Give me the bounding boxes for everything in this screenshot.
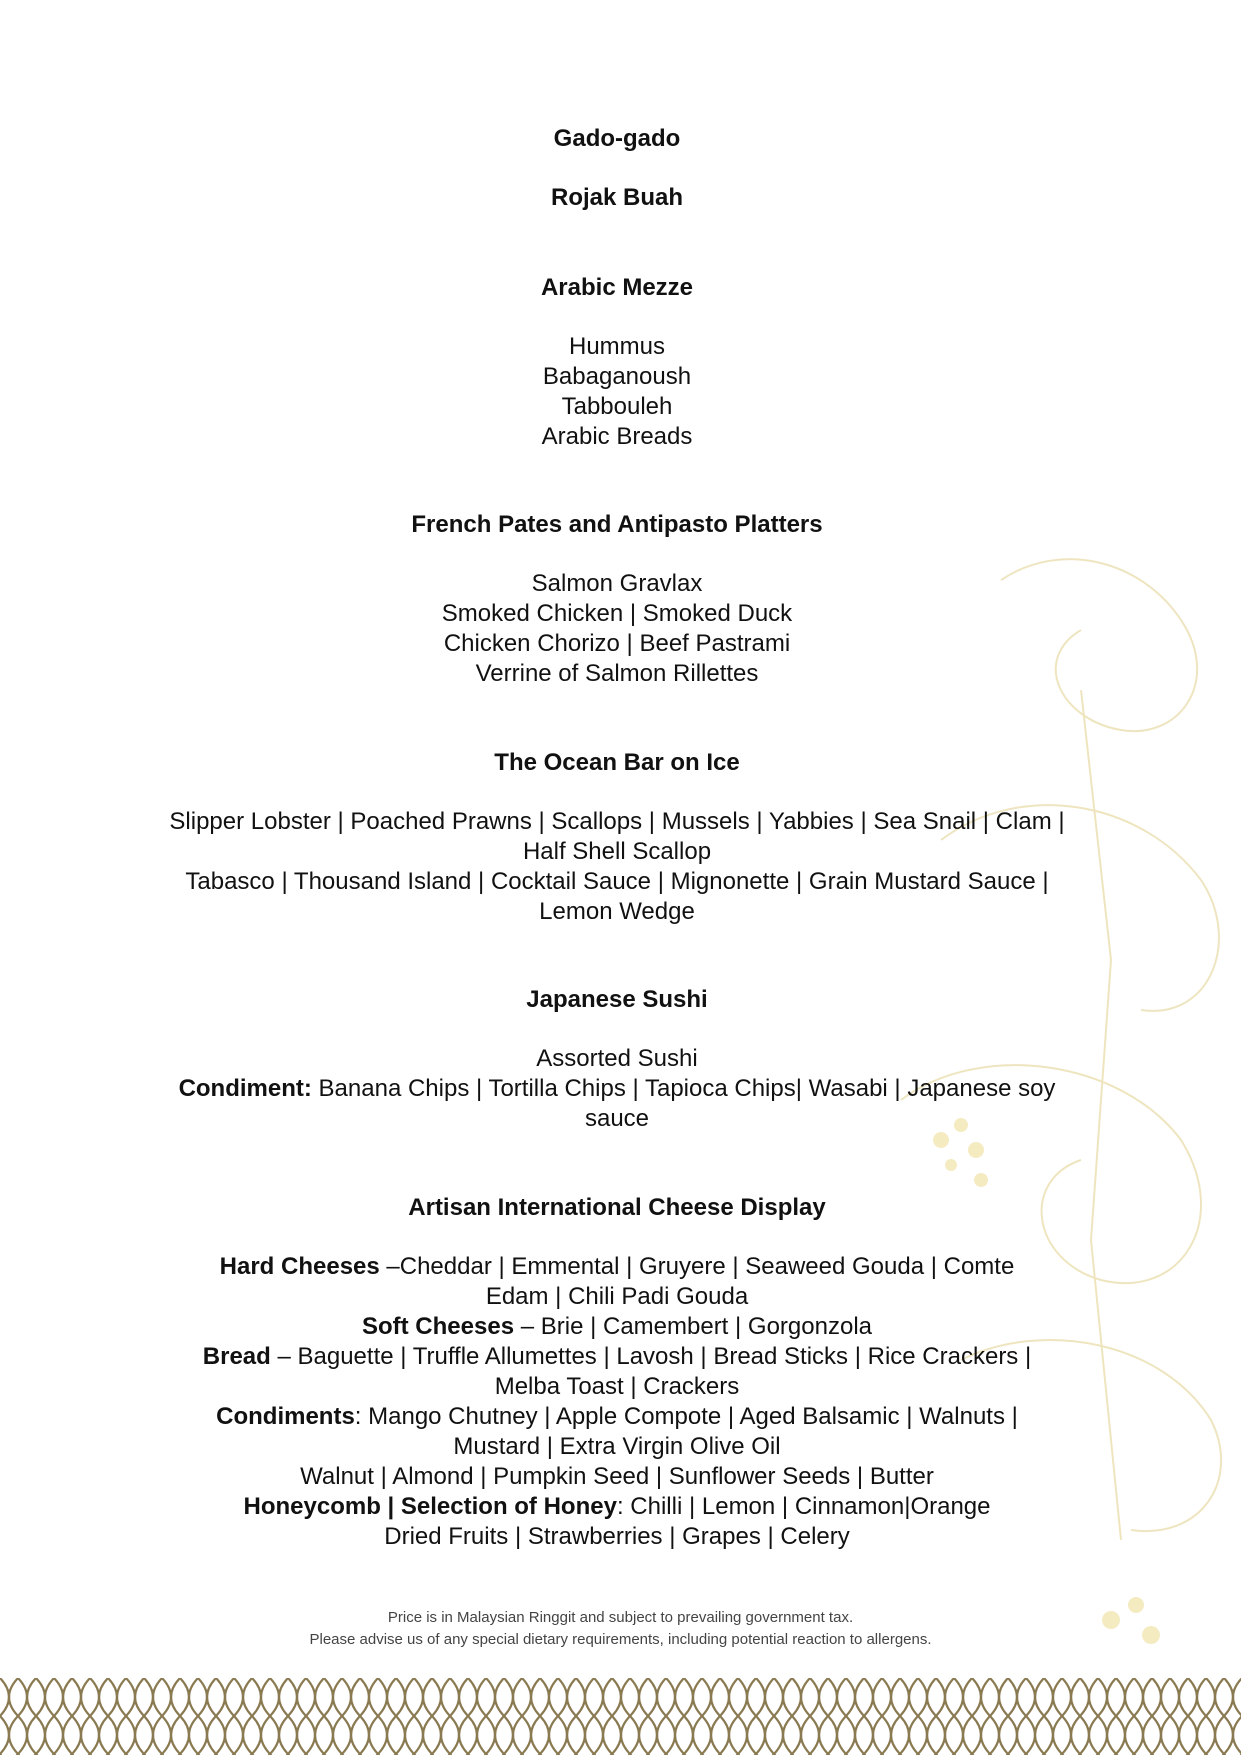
menu-line: Salmon Gravlax xyxy=(531,570,703,597)
condiment-text: Banana Chips | Tortilla Chips | Tapioca Chips| Wasabi | Japanese soy xyxy=(311,1075,1056,1102)
section-title: Artisan International Cheese Display xyxy=(408,1194,826,1221)
section-title: The Ocean Bar on Ice xyxy=(494,749,740,776)
menu-line xyxy=(100,1312,1134,1342)
menu-line xyxy=(100,1492,1134,1522)
menu-line xyxy=(100,1402,1134,1432)
section-title: Arabic Mezze xyxy=(540,274,694,301)
honey-label: Honeycomb | Selection of Honey xyxy=(243,1493,617,1520)
section-cheese-display xyxy=(100,1193,1134,1552)
menu-line xyxy=(100,1342,1134,1372)
menu-line: Verrine of Salmon Rillettes xyxy=(475,660,759,687)
soft-cheeses-text: – Brie | Camembert | Gorgonzola xyxy=(514,1313,872,1340)
menu-line: Tabbouleh xyxy=(561,393,673,420)
section-title-rojak-buah: Rojak Buah xyxy=(550,184,684,211)
menu-line: Tabasco | Thousand Island | Cocktail Sauce | Mignonette | Grain Mustard Sauce | xyxy=(185,868,1049,895)
section-title: Japanese Sushi xyxy=(526,986,708,1013)
footer-dietary-note: Please advise us of any special dietary requirements, including potential reaction to allergens. xyxy=(309,1631,932,1648)
menu-line: Half Shell Scallop xyxy=(522,838,712,865)
soft-cheeses-label: Soft Cheeses xyxy=(361,1313,515,1340)
menu-line: Babaganoush xyxy=(542,363,692,390)
menu-line xyxy=(100,1252,1134,1282)
menu-line: Walnut | Almond | Pumpkin Seed | Sunflower Seeds | Butter xyxy=(300,1463,934,1490)
section-french-pates xyxy=(100,510,1134,689)
menu-line: Assorted Sushi xyxy=(536,1045,698,1072)
section-title: French Pates and Antipasto Platters xyxy=(411,511,823,538)
menu-line: Lemon Wedge xyxy=(539,898,695,925)
menu-line: Chicken Chorizo | Beef Pastrami xyxy=(443,630,791,657)
footer-note xyxy=(0,1607,1241,1651)
lattice-border-pattern xyxy=(0,1678,1241,1755)
condiments-text: : Mango Chutney | Apple Compote | Aged Balsamic | Walnuts | xyxy=(354,1403,1018,1430)
bread-text: – Baguette | Truffle Allumettes | Lavosh | Bread Sticks | Rice Crackers | xyxy=(270,1343,1032,1370)
menu-line: Edam | Chili Padi Gouda xyxy=(485,1283,749,1310)
section-title-gado-gado: Gado-gado xyxy=(553,125,681,152)
hard-cheeses-label: Hard Cheeses xyxy=(219,1253,380,1280)
menu-line: Arabic Breads xyxy=(541,423,693,450)
hard-cheeses-text: –Cheddar | Emmental | Gruyere | Seaweed Gouda | Comte xyxy=(379,1253,1015,1280)
menu-line: Slipper Lobster | Poached Prawns | Scallops | Mussels | Yabbies | Sea Snail | Clam | xyxy=(169,808,1065,835)
footer-price-note: Price is in Malaysian Ringgit and subject to prevailing government tax. xyxy=(387,1609,854,1626)
section-japanese-sushi xyxy=(100,985,1134,1134)
honey-text: : Chilli | Lemon | Cinnamon|Orange xyxy=(616,1493,991,1520)
menu-line: Hummus xyxy=(568,333,665,360)
section-ocean-bar xyxy=(100,748,1134,927)
bread-label: Bread xyxy=(202,1343,271,1370)
condiment-label: Condiment: xyxy=(178,1075,312,1102)
menu-line: sauce xyxy=(584,1105,650,1132)
menu-line: Dried Fruits | Strawberries | Grapes | Celery xyxy=(384,1523,850,1550)
menu-line: Melba Toast | Crackers xyxy=(494,1373,740,1400)
section-arabic-mezze xyxy=(100,273,1134,452)
menu-line xyxy=(100,1074,1134,1104)
condiments-label: Condiments xyxy=(216,1403,355,1430)
menu-line: Mustard | Extra Virgin Olive Oil xyxy=(453,1433,781,1460)
menu-line: Smoked Chicken | Smoked Duck xyxy=(441,600,793,627)
